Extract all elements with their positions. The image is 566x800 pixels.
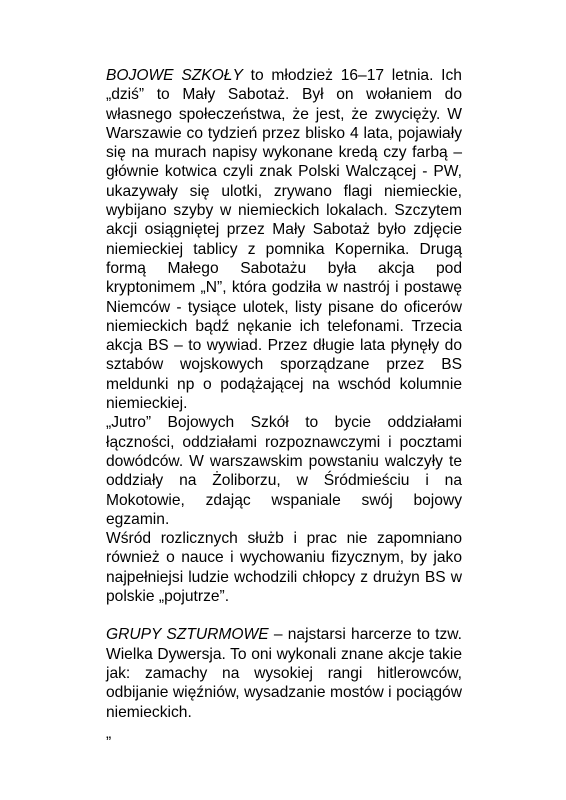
- trailing-quote-mark: „: [106, 724, 112, 742]
- section2-paragraph: [106, 625, 462, 721]
- section1-text-1: to młodzież 16–17 letnia. Ich „dziś” to Mały Sabotaż. Był on wołaniem do własnego społeczeństwa, że jest, że zwycięży. W Warszawie co tydzień przez blisko 4 lata, pojawiały się na murach napisy wykonane kredą czy farbą – głównie kotwica czyli znak Polski Walczącej - PW, ukazywały się ulotki, zrywano flagi niemieckie, wybijano szyby w niemieckich lokalach. Szczytem akcji osiągniętej przez Mały Sabotaż było zdjęcie niemieckiej tablicy z pomnika Kopernika. Drugą formą Małego Sabotażu była akcja pod kryptonimem „N”, która godziła w nastrój i postawę Niemców - tysiące ulotek, listy pisane do oficerów niemieckich bądź nękanie ich telefonami. Trzecia akcja BS – to wywiad. Przez długie lata płynęły do sztabów wojskowych sporządzane przez BS meldunki np o podążającej na wschód kolumnie niemieckiej.: [106, 67, 462, 413]
- section1-paragraph-1: [106, 66, 462, 413]
- section1-paragraph-3: Wśród rozlicznych służb i prac nie zapomniano również o nauce i wychowaniu fizycznym, by jako najpełniejsi ludzie wchodzili chłopcy z drużyn BS w polskie „pojutrze”.: [106, 530, 462, 606]
- section1-heading: BOJOWE SZKOŁY: [106, 67, 243, 84]
- section-spacer: [106, 606, 462, 625]
- section1-paragraph-2: „Jutro” Bojowych Szkół to bycie oddziałami łączności, oddziałami rozpoznawczymi i pocztami dowódców. W warszawskim powstaniu walczyły te oddziały na Żoliborzu, w Śródmieściu i na Mokotowie, zdając wspaniale swój bojowy egzamin.: [106, 414, 462, 528]
- document-body: [106, 66, 462, 743]
- section2-heading: GRUPY SZTURMOWE: [106, 626, 269, 644]
- section2-text: – najstarsi harcerze to tzw. Wielka Dywersja. To oni wykonali znane akcje takie jak: zamachy na wysokiej rangi hitlerowców, odbijanie więźniów, wysadzanie mostów i pociągów niemieckich.: [106, 626, 462, 721]
